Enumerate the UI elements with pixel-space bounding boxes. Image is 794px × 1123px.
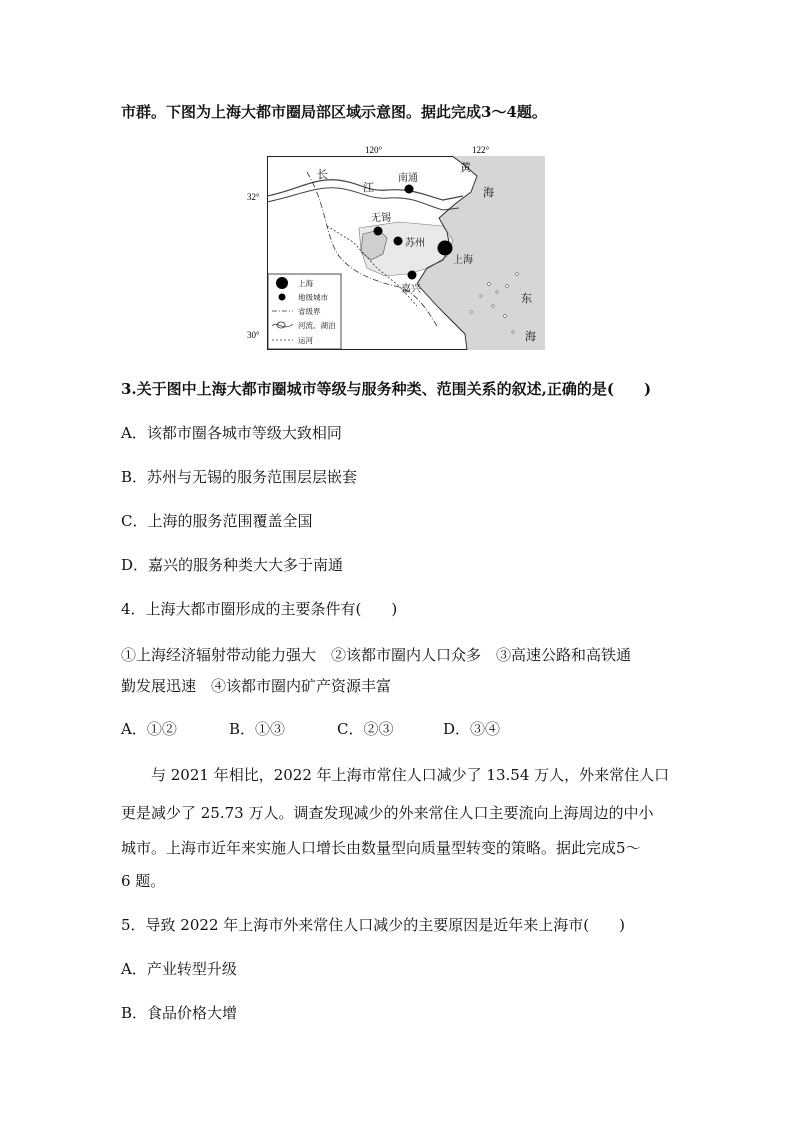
- label-huang: 黄: [460, 161, 471, 174]
- legend-shanghai-symbol: [276, 277, 288, 289]
- q3-option-b: B．苏州与无锡的服务范围层层嵌套: [121, 468, 358, 486]
- legend-label-city: 地级城市: [298, 293, 328, 302]
- q3-option-a: A．该都市圈各城市等级大致相同: [121, 424, 342, 442]
- q4-stem: 4．上海大都市圈形成的主要条件有( ): [121, 600, 398, 618]
- lat-label-32: 32°: [247, 192, 260, 202]
- map-legend: [268, 274, 341, 349]
- label-dong: 东: [521, 292, 532, 305]
- shanghai-metro-map: [247, 145, 545, 350]
- q3-option-c: C．上海的服务范围覆盖全国: [121, 512, 313, 530]
- legend-city-symbol: [279, 294, 286, 301]
- q3-option-d: D．嘉兴的服务种类大大多于南通: [121, 556, 344, 574]
- q4-option-b: B．①③: [229, 720, 286, 738]
- passage-line-1: 与 2021 年相比，2022 年上海市常住人口减少了 13.54 万人，外来常住人口: [151, 766, 670, 784]
- city-wuxi-dot: [374, 227, 383, 236]
- legend-label-river: 河流、湖泊: [298, 321, 336, 330]
- label-nantong: 南通: [398, 173, 418, 184]
- legend-label-shanghai: 上海: [298, 279, 313, 288]
- city-shanghai-dot: [438, 241, 453, 256]
- legend-label-border: 省级界: [298, 307, 321, 316]
- label-jiaxing: 嘉兴: [401, 284, 421, 295]
- q3-stem: 3.关于图中上海大都市圈城市等级与服务种类、范围关系的叙述,正确的是( ): [121, 380, 652, 398]
- label-suzhou: 苏州: [405, 238, 425, 249]
- q4-option-c: C．②③: [337, 720, 394, 738]
- label-chang: 长: [317, 168, 328, 181]
- label-jiang: 江: [363, 181, 374, 194]
- intro-text: 市群。下图为上海大都市圈局部区域示意图。据此完成3～4题。: [121, 103, 547, 121]
- q4-conditions-line-1: ①上海经济辐射带动能力强大 ②该都市圈内人口众多 ③高速公路和高铁通: [121, 646, 632, 664]
- label-shanghai: 上海: [453, 255, 473, 266]
- city-suzhou-dot: [394, 237, 403, 246]
- legend-label-canal: 运河: [298, 336, 313, 345]
- label-hai-2: 海: [525, 330, 536, 343]
- passage-line-3: 城市。上海市近年来实施人口增长由数量型向质量型转变的策略。据此完成5～: [121, 839, 641, 857]
- lon-label-120: 120°: [365, 145, 383, 155]
- label-wuxi: 无锡: [371, 213, 391, 224]
- q4-option-d: D．③④: [443, 720, 501, 738]
- q5-option-a: A．产业转型升级: [121, 960, 237, 978]
- city-jiaxing-dot: [408, 271, 417, 280]
- q5-stem: 5．导致 2022 年上海市外来常住人口减少的主要原因是近年来上海市( ): [121, 916, 625, 934]
- q5-option-b: B．食品价格大增: [121, 1004, 238, 1022]
- lon-label-122: 122°: [472, 145, 490, 155]
- label-hai-1: 海: [483, 186, 494, 199]
- q4-option-a: A．①②: [121, 720, 177, 738]
- lat-label-30: 30°: [247, 330, 260, 340]
- city-nantong-dot: [405, 185, 414, 194]
- q4-conditions-line-2: 勤发展迅速 ④该都市圈内矿产资源丰富: [121, 677, 392, 695]
- passage-line-2: 更是减少了 25.73 万人。调查发现减少的外来常住人口主要流向上海周边的中小: [121, 804, 654, 822]
- passage-line-4: 6 题。: [121, 872, 166, 890]
